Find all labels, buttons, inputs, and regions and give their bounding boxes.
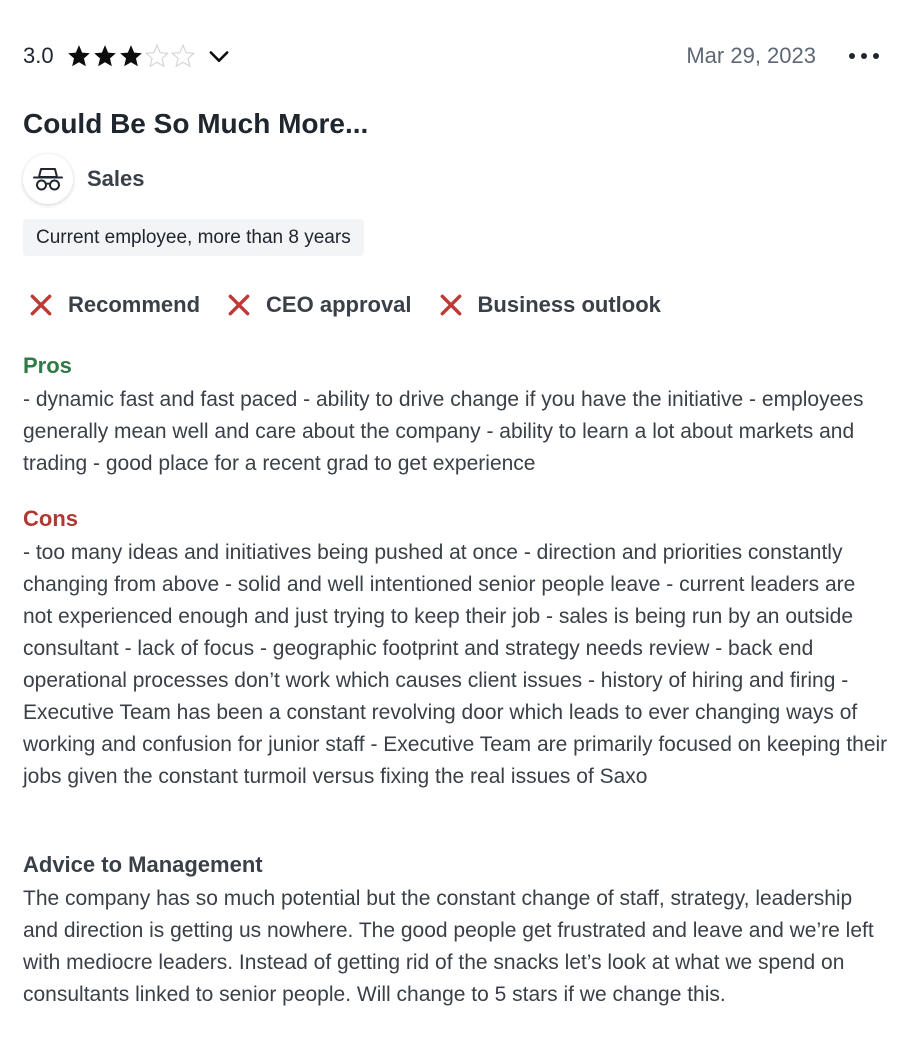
chevron-down-icon bbox=[205, 42, 233, 70]
more-options-button[interactable] bbox=[846, 41, 882, 71]
star-icon bbox=[92, 43, 118, 69]
advice-heading: Advice to Management bbox=[23, 852, 263, 877]
ratings-summary bbox=[28, 292, 687, 318]
x-icon bbox=[226, 292, 252, 318]
star-outline-icon bbox=[144, 43, 170, 69]
avatar bbox=[23, 154, 73, 204]
incognito-icon bbox=[32, 166, 64, 192]
x-icon bbox=[28, 292, 54, 318]
expand-ratings-button[interactable] bbox=[204, 41, 234, 71]
more-options-icon bbox=[847, 51, 881, 61]
star-icon bbox=[118, 43, 144, 69]
reviewer-role: Sales bbox=[87, 166, 145, 191]
rating-ceo-approval bbox=[226, 292, 411, 318]
review-header bbox=[23, 38, 882, 74]
pros-text: - dynamic fast and fast paced - ability to drive change if you have the initiative - employees generally mean well and care about the company - ability to learn a lot about markets and trading - good place for a recent grad to get experience bbox=[23, 388, 864, 475]
rating-label: Business outlook bbox=[477, 292, 661, 317]
star-outline-icon bbox=[170, 43, 196, 69]
star-rating bbox=[66, 43, 196, 69]
pros-heading: Pros bbox=[23, 353, 72, 378]
advice-text: The company has so much potential but the constant change of staff, strategy, leadership and direction is getting us nowhere. The good people get frustrated and leave and we’re left with mediocre leaders. Instead of getting rid of the snacks let’s look at what we spend on consultants linked to senior people. Will change to 5 stars if we change this. bbox=[23, 887, 874, 1006]
cons-text: - too many ideas and initiatives being pushed at once - direction and priorities constantly changing from above - solid and well intentioned senior people leave - current leaders are not experienced enough and just trying to keep their job - sales is being run by an outside consultant - lack of focus - geographic footprint and strategy needs review - back end operational processes don’t work which causes client issues - history of hiring and firing - Executive Team has been a constant revolving door which leads to ever changing ways of working and confusion for junior staff - Executive Team are primarily focused on keeping their jobs given the constant turmoil versus fixing the real issues of Saxo bbox=[23, 541, 888, 788]
reviewer-info bbox=[23, 154, 145, 204]
rating-label: CEO approval bbox=[266, 292, 412, 317]
x-icon bbox=[438, 292, 464, 318]
review-title: Could Be So Much More... bbox=[23, 108, 369, 139]
rating-recommend bbox=[28, 292, 200, 318]
review-date: Mar 29, 2023 bbox=[686, 43, 816, 68]
rating-value: 3.0 bbox=[23, 43, 54, 68]
cons-heading: Cons bbox=[23, 506, 78, 531]
rating-business-outlook bbox=[438, 292, 661, 318]
rating-label: Recommend bbox=[68, 292, 201, 317]
star-icon bbox=[66, 43, 92, 69]
employment-status-badge: Current employee, more than 8 years bbox=[23, 219, 364, 256]
